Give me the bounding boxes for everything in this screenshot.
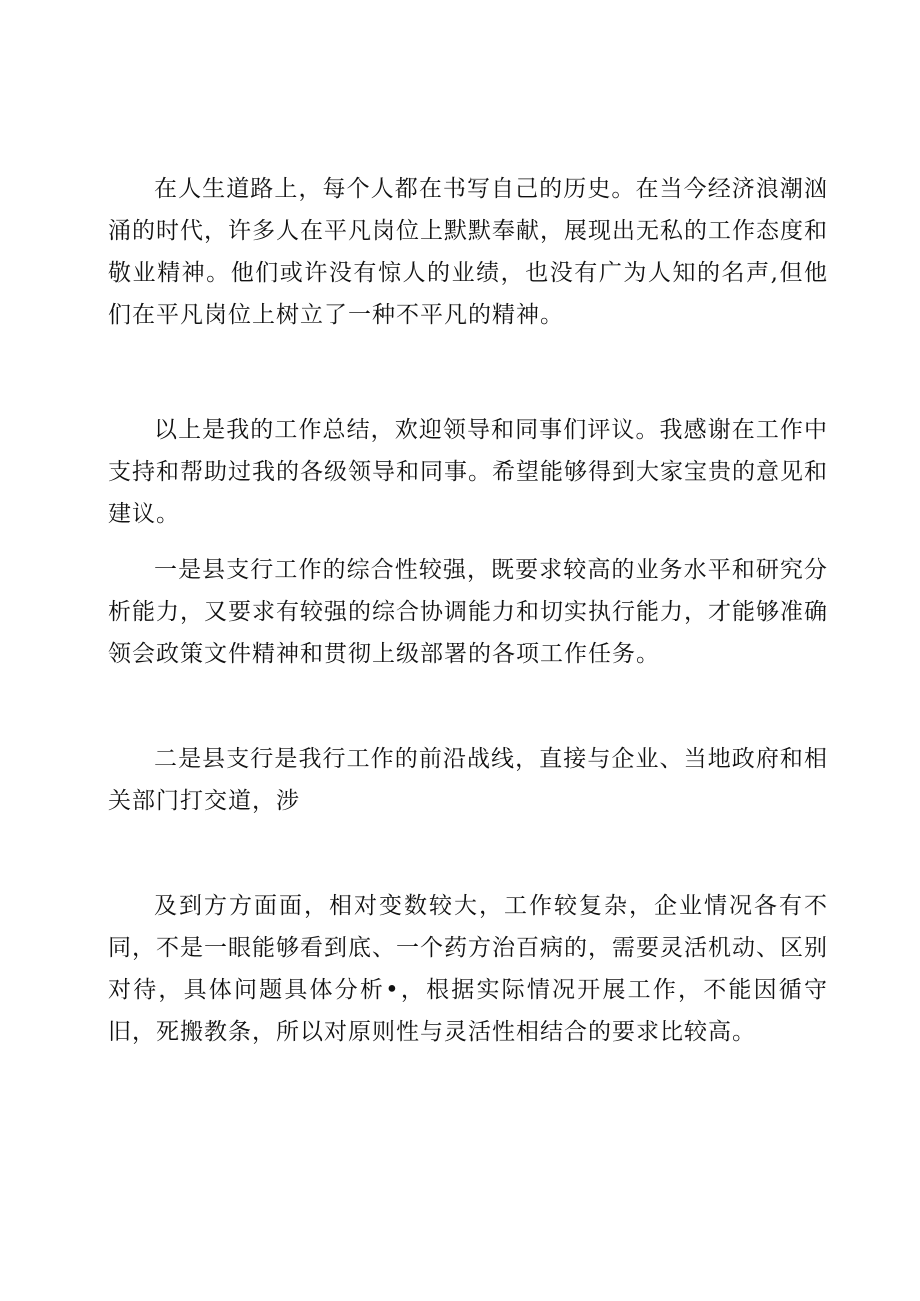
paragraph-summary: 以上是我的工作总结，欢迎领导和同事们评议。我感谢在工作中支持和帮助过我的各级领导和同事。希望能够得到大家宝贵的意见和建议。: [108, 417, 828, 527]
paragraph-history: 在人生道路上，每个人都在书写自己的历史。在当今经济浪潮汹涌的时代，许多人在平凡岗位上默默奉献，展现出无私的工作态度和敬业精神。他们或许没有惊人的业绩，也没有广为人知的名声,但他们在平凡岗位上树立了一种不平凡的精神。: [108, 176, 828, 328]
paragraph-point-one: 一是县支行工作的综合性较强，既要求较高的业务水平和研究分析能力，又要求有较强的综合协调能力和切实执行能力，才能够准确领会政策文件精神和贯彻上级部署的各项工作任务。: [108, 557, 828, 667]
paragraph-point-two-continued: 及到方方面面，相对变数较大，工作较复杂，企业情况各有不同，不是一眼能够看到底、一个药方治百病的，需要灵活机动、区别对待，具体问题具体分析•，根据实际情况开展工作，不能因循守旧，死搬教条，所以对原则性与灵活性相结合的要求比较高。: [108, 893, 828, 1045]
paragraph-point-two: 二是县支行是我行工作的前沿战线，直接与企业、当地政府和相关部门打交道，涉: [108, 746, 828, 814]
